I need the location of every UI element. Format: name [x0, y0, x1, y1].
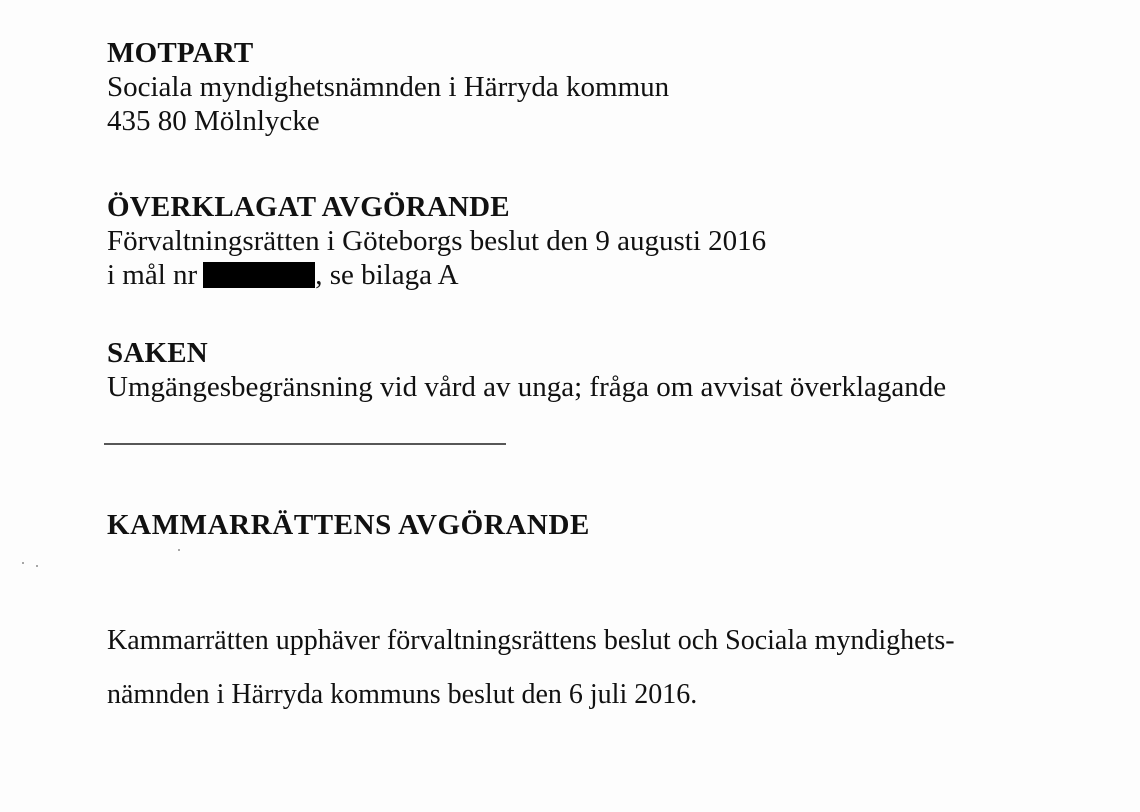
- overklagat-decision-line: Förvaltningsrätten i Göteborgs beslut den 9 augusti 2016: [107, 225, 767, 257]
- saken-heading: SAKEN: [107, 337, 208, 369]
- motpart-heading: MOTPART: [107, 37, 254, 69]
- decision-paragraph-line-1: Kammarrätten upphäver förvaltningsrättens beslut och Sociala myndighets-: [107, 625, 955, 656]
- decision-paragraph-line-2: nämnden i Härryda kommuns beslut den 6 juli 2016.: [107, 679, 698, 710]
- motpart-section: [107, 36, 1067, 138]
- saken-description: Umgängesbegränsning vid vård av unga; fråga om avvisat överklagande: [107, 371, 947, 403]
- case-number-prefix: i mål nr: [107, 259, 198, 291]
- section-divider: [104, 443, 506, 445]
- overklagat-case-line: [107, 258, 1067, 292]
- saken-section: [107, 336, 1067, 404]
- motpart-address: 435 80 Mölnlycke: [107, 105, 320, 137]
- scan-speck: [22, 562, 24, 564]
- overklagat-section: [107, 190, 1067, 292]
- scan-speck: [178, 549, 180, 551]
- case-number-redaction: [203, 262, 315, 288]
- decision-section: [107, 508, 1067, 542]
- overklagat-heading: ÖVERKLAGAT AVGÖRANDE: [107, 191, 510, 223]
- decision-paragraph: [107, 614, 1067, 722]
- case-number-suffix: , se bilaga A: [315, 259, 459, 291]
- decision-heading: KAMMARRÄTTENS AVGÖRANDE: [107, 509, 590, 541]
- scan-speck: [36, 565, 38, 567]
- motpart-name: Sociala myndighetsnämnden i Härryda kommun: [107, 71, 670, 103]
